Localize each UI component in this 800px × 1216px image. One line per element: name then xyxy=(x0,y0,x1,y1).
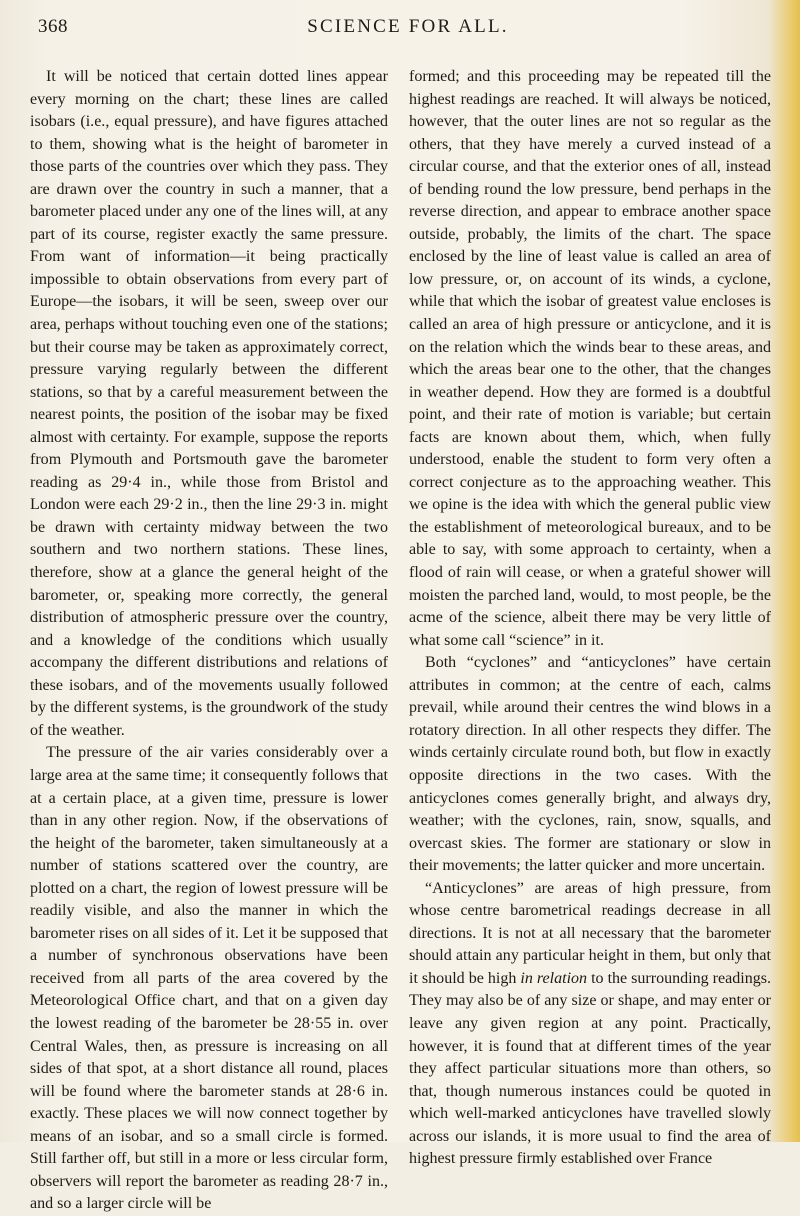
paragraph: The pressure of the air varies considerably over a large area at the same time; it consequently follows that at a certain place, at a given time, pressure is lower than in any other region. Now, if the observations of the height of the barometer, taken simultaneously at a number of stations scattered over the country, are plotted on a chart, the region of lowest pressure will be readily visible, and also the manner in which the barometer rises on all sides of it. Let it be supposed that a number of synchronous observations have been received from all parts of the area covered by the Meteorological Office chart, and that on a given day the lowest reading of the barometer be 28·55 in. over Central Wales, then, as pressure is increasing on all sides of that spot, at a short distance all round, places will be found where the barometer stands at 28·6 in. exactly. These places we will now connect together by means of an isobar, and so a small circle is formed. Still farther off, but still in a more or less circular form, observers will report the barometer as reading 28·7 in., and so a larger circle will be xyxy=(30,744,388,1213)
text-run: “Anticyclones” are areas of high pressure, from whose centre barometrical readings decrease in all directions. It is not at all necessary that the barometer should attain any particular height in them, but only that it should be high xyxy=(409,879,771,987)
italic-text: in relation xyxy=(520,969,588,987)
paragraph-continued: formed; and this proceeding may be repeated till the highest readings are reached. It will always be noticed, however, that the outer lines are not so regular as the others, that they have merely a curved instead of a circular course, and that the exterior ones of all, instead of bending round the low pressure, bend perhaps in the reverse direction, and appear to embrace another space outside, probably, the limits of the chart. The space enclosed by the line of least value is called an area of low pressure, or, on account of its winds, a cyclone, while that which the isobar of greatest value encloses is called an area of high pressure or anticyclone, and it is on the relation which the winds bear to these areas, and which the areas bear one to the other, that the changes in weather depend. How they are formed is a doubtful point, and their rate of motion is variable; but certain facts are known about them, which, when fully understood, enable the student to form very often a correct conjecture as to the approaching weather. This we opine is the idea with which the general public view the establishment of meteorological bureaux, and to be able to say, with some approach to certainty, when a flood of rain will cease, or when a grateful shower will moisten the parched land, would, to most people, be the acme of the science, albeit there may be very little of what some call “science” in it. xyxy=(409,68,771,649)
left-column xyxy=(30,66,388,1216)
page-header xyxy=(38,16,778,44)
paragraph: Both “cyclones” and “anticyclones” have certain attributes in common; at the centre of each, calms prevail, while around their centres the wind blows in a rotatory direction. In all other respects they differ. The winds certainly circulate round both, but flow in exactly opposite directions in the two cases. With the anticyclones comes generally bright, and always dry, weather; with the cyclones, rain, snow, squalls, and overcast skies. The former are stationary or slow in their movements; the latter quicker and more uncertain. xyxy=(409,654,771,875)
right-column xyxy=(409,66,771,1171)
page-number: 368 xyxy=(38,16,68,37)
paragraph: It will be noticed that certain dotted lines appear every morning on the chart; these lines are called isobars (i.e., equal pressure), and have figures attached to them, showing what is the height of barometer in those parts of the countries over which they pass. They are drawn over the country in such a manner, that a barometer placed under any one of the lines will, at any part of its course, register exactly the same pressure. From want of information—it being practically impossible to obtain observations from every part of Europe—the isobars, it will be seen, sweep over our area, perhaps without touching even one of the stations; but their course may be taken as approximately correct, pressure varying regularly between the different stations, so that by a careful measurement between the nearest points, the position of the isobar may be fixed almost with certainty. For example, suppose the reports from Plymouth and Portsmouth gave the barometer reading as 29·4 in., while those from Bristol and London were each 29·2 in., then the line 29·3 in. might be drawn with certainty midway between the two southern and two northern stations. These lines, therefore, show at a glance the general height of the barometer, or, speaking more correctly, the general distribution of atmospheric pressure over the country, and a knowledge of the conditions which usually accompany the different distributions and relations of these isobars, and of the movements usually followed by the different systems, is the groundwork of the study of the weather. xyxy=(30,68,388,739)
running-title: SCIENCE FOR ALL. xyxy=(307,16,509,37)
text-run: to the surrounding readings. They may also be of any size or shape, and may enter or leave any given region at any point. Practically, however, it is found that at different times of the year they affect particular situations more than others, so that, though numerous instances could be quoted in which well-marked anticyclones have travelled slowly across our islands, it is more usual to find the area of highest pressure firmly established over France xyxy=(409,969,771,1168)
paragraph xyxy=(409,878,771,1171)
